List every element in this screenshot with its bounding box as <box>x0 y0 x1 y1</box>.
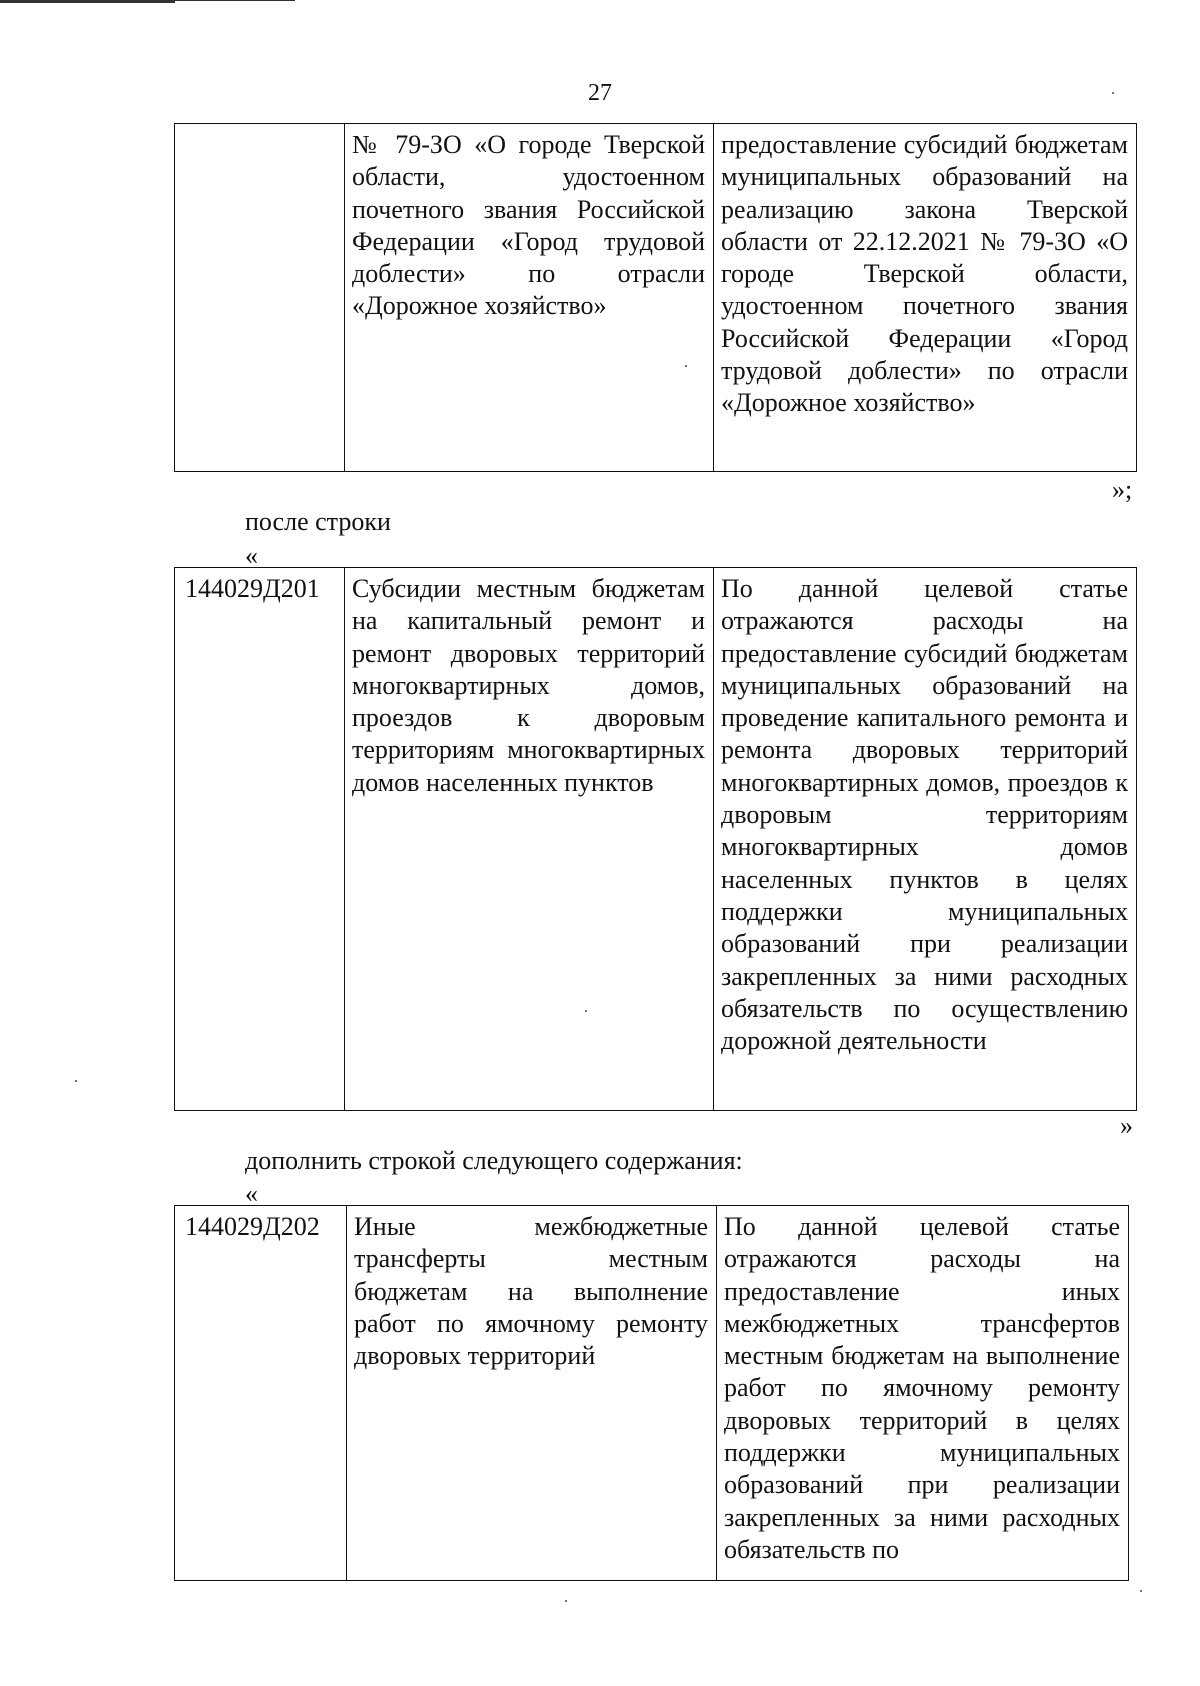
name-cell: Субсидии местным бюджетам на капитальный ремонт и ремонт дворовых территорий многоквартирных домов, проездов к дворовым территориям многоквартирных домов населенных пунктов <box>345 568 714 1111</box>
supplement-text: дополнить строкой следующего содержания: <box>245 1146 743 1175</box>
closing-quote: » <box>1120 1111 1133 1140</box>
scan-edge-mark <box>175 0 295 1</box>
description-cell: По данной целевой статье отражаются расходы на предоставление субсидий бюджетам муниципальных образований на проведение капитального ремонта и ремонта дворовых территорий многоквартирных домов, проездов к дворовым территориям многоквартирных домов населенных пунктов в целях поддержки муниципальных образований при реализации закрепленных за ними расходных обязательств по осуществлению дорожной деятельности <box>714 568 1137 1111</box>
opening-quote: « <box>245 1179 258 1208</box>
scan-speck <box>75 1080 77 1082</box>
scan-edge-mark <box>0 0 175 3</box>
table-row <box>175 568 1137 1111</box>
scan-speck <box>565 1600 567 1602</box>
closing-quote: »; <box>1112 475 1133 504</box>
table-row <box>175 124 1137 472</box>
budget-table-existing-row <box>174 567 1137 1111</box>
description-cell: предоставление субсидий бюджетам муниципальных образований на реализацию закона Тверской области от 22.12.2021 № 79-ЗО «О городе Тверской области, удостоенном почетного звания Российской Федерации «Город трудовой доблести» по отрасли «Дорожное хозяйство» <box>714 124 1137 472</box>
scan-speck <box>1140 1590 1142 1592</box>
code-cell: 144029Д201 <box>175 568 345 1111</box>
code-cell <box>175 124 345 472</box>
budget-table-continued <box>174 123 1137 472</box>
name-cell: Иные межбюджетные трансферты местным бюджетам на выполнение работ по ямочному ремонту дворовых территорий <box>347 1206 717 1581</box>
after-row-text: после строки <box>245 507 391 536</box>
code-cell: 144029Д202 <box>175 1206 347 1581</box>
table-row <box>175 1206 1129 1581</box>
budget-table-new-row <box>174 1205 1129 1581</box>
opening-quote: « <box>245 541 258 570</box>
description-cell: По данной целевой статье отражаются расходы на предоставление иных межбюджетных трансфертов местным бюджетам на выполнение работ по ямочному ремонту дворовых территорий в целях поддержки муниципальных образований при реализации закрепленных за ними расходных обязательств по <box>717 1206 1129 1581</box>
page-number: 27 <box>588 80 612 106</box>
name-cell: № 79-ЗО «О городе Тверской области, удостоенном почетного звания Российской Федерации «Город трудовой доблести» по отрасли «Дорожное хозяйство» <box>345 124 714 472</box>
